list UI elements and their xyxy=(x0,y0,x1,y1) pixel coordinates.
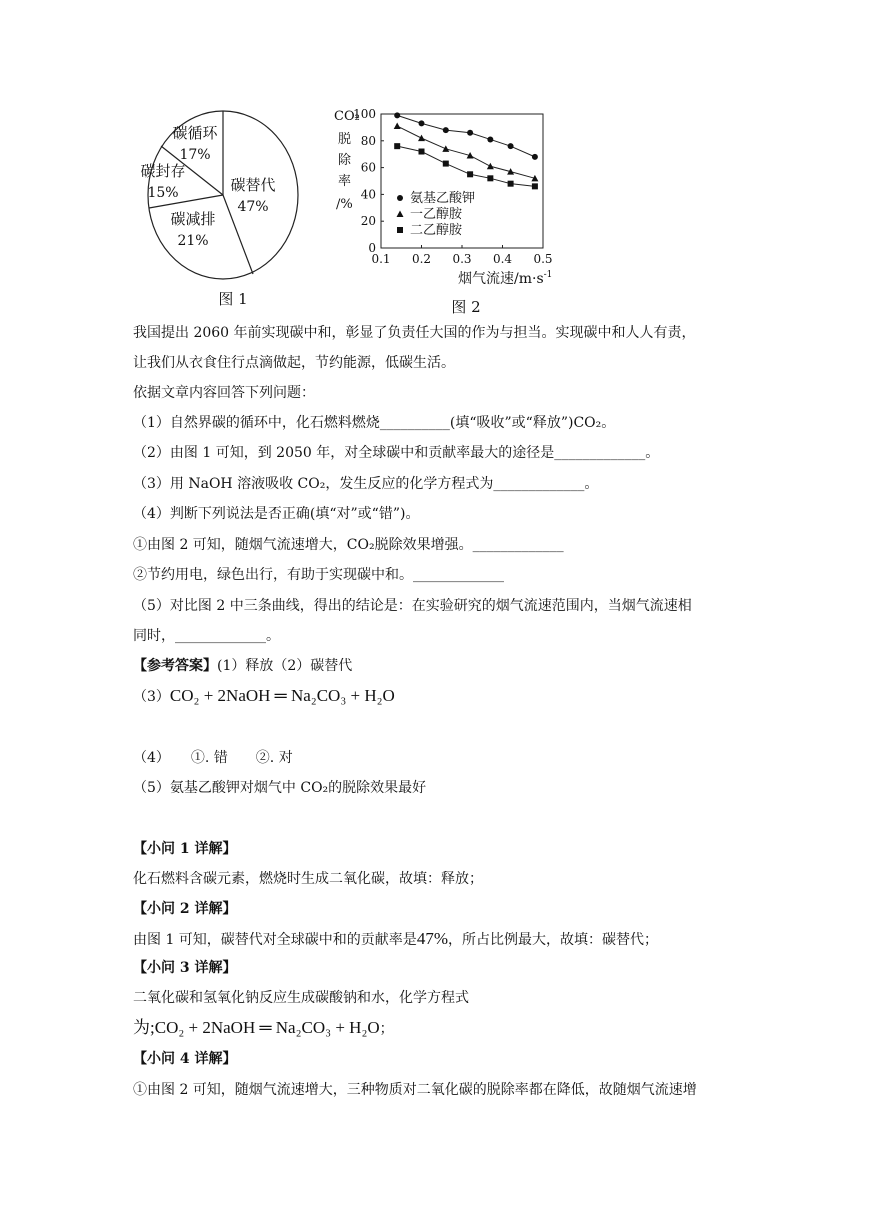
y-tick-label: 100 xyxy=(353,107,376,121)
slice-label-name-1: 碳减排 xyxy=(170,210,216,228)
subquestion-4-body: ①由图 2 可知，随烟气流速增大，三种物质对二氧化碳的脱除率都在降低，故随烟气流速增 xyxy=(133,1082,697,1098)
subquestion-2-body xyxy=(133,928,743,951)
y-tick-label: 0 xyxy=(368,241,376,255)
data-point-square xyxy=(419,149,425,155)
data-point-square xyxy=(487,175,493,181)
data-point-circle xyxy=(397,195,403,201)
answer-4: （4） ①. 错 ②. 对 xyxy=(133,750,293,766)
subquestion-2-text-a: 由图 1 可知，碳替代对全球碳中和的贡献率是 xyxy=(133,932,417,948)
series-line xyxy=(397,126,535,178)
question-3: （3）用 NaOH 溶液吸收 CO₂，发生反应的化学方程式为_____________。 xyxy=(133,476,599,492)
subquestion-2-percent: 47% xyxy=(416,929,448,948)
data-point-circle xyxy=(394,112,400,118)
x-tick-label: 0.2 xyxy=(411,252,432,266)
line-chart xyxy=(316,104,561,322)
subquestion-3-eq-suffix: ； xyxy=(379,1021,394,1037)
question-4a: ①由图 2 可知，随烟气流速增大，CO₂脱除效果增强。_____________ xyxy=(133,537,564,553)
subquestion-1-body: 化石燃料含碳元素，燃烧时生成二氧化碳，故填：释放； xyxy=(133,871,483,887)
data-point-triangle xyxy=(418,135,425,142)
x-axis-label-text: 烟气流速/m·s xyxy=(458,271,544,287)
question-4: （4）判断下列说法是否正确(填“对”或“错”)。 xyxy=(133,506,420,522)
y-axis-label-line-1: 脱 xyxy=(338,132,352,147)
pie-chart xyxy=(133,108,313,313)
y-tick-label: 60 xyxy=(360,160,376,175)
figure-2 xyxy=(316,104,561,322)
question-5-line-2: 同时，_____________。 xyxy=(133,628,280,644)
slice-label-name-3: 碳循环 xyxy=(172,124,218,142)
data-point-square xyxy=(394,143,400,149)
data-point-square xyxy=(397,227,403,233)
legend-label: 二乙醇胺 xyxy=(410,223,463,238)
slice-label-percent-1: 21% xyxy=(177,233,209,249)
answer-1-2: (1）释放（2）碳替代 xyxy=(217,658,353,674)
answer-5: （5）氨基乙酸钾对烟气中 CO₂的脱除效果最好 xyxy=(133,780,427,796)
data-point-square xyxy=(508,181,514,187)
legend-label: 氨基乙酸钾 xyxy=(410,191,476,206)
y-axis-label-line-4: /% xyxy=(336,197,353,212)
question-1: （1）自然界碳的循环中，化石燃料燃烧__________(填“吸收”或“释放”)CO₂。 xyxy=(133,415,616,431)
y-tick-label: 20 xyxy=(360,214,376,229)
slice-label-percent-0: 47% xyxy=(237,199,269,215)
series-line xyxy=(397,146,535,186)
data-point-triangle xyxy=(442,145,449,152)
slice-label-percent-2: 15% xyxy=(147,185,179,201)
question-2: （2）由图 1 可知，到 2050 年，对全球碳中和贡献率最大的途径是_____________。 xyxy=(133,445,660,461)
subquestion-3-eq: CO₂ + 2NaOH ═ Na₂CO₃ + H₂O xyxy=(154,1018,380,1037)
data-point-triangle xyxy=(394,123,401,130)
subquestion-2-text-b: ，所占比例最大，故填：碳替代； xyxy=(447,932,658,948)
x-tick-label: 0.4 xyxy=(492,252,513,266)
answer-heading: 【参考答案】 xyxy=(133,658,217,674)
x-tick-label: 0.1 xyxy=(371,252,391,266)
x-axis-label-sup: -1 xyxy=(543,270,553,280)
legend-label: 一乙醇胺 xyxy=(410,207,463,222)
data-point-triangle xyxy=(487,163,494,170)
figure-1 xyxy=(133,108,313,313)
data-point-square xyxy=(532,183,538,189)
figure-2-caption: 图 2 xyxy=(451,298,481,316)
answer-3-prefix: （3） xyxy=(133,689,170,705)
data-point-circle xyxy=(443,127,449,133)
question-prompt: 依据文章内容回答下列问题： xyxy=(133,385,315,401)
data-point-triangle xyxy=(397,211,404,218)
subquestion-3-heading: 【小问 3 详解】 xyxy=(133,960,237,976)
answer-3 xyxy=(133,684,743,709)
x-tick-label: 0.3 xyxy=(452,252,472,266)
y-axis-label-line-3: 率 xyxy=(338,174,352,189)
y-axis-label-line-0: CO₂ xyxy=(334,109,360,124)
data-point-circle xyxy=(419,120,425,126)
y-tick-label: 40 xyxy=(360,187,376,202)
slice-label-name-2: 碳封存 xyxy=(140,162,186,180)
slice-label-percent-3: 17% xyxy=(179,147,211,163)
subquestion-2-heading: 【小问 2 详解】 xyxy=(133,901,237,917)
subquestion-1-heading: 【小问 1 详解】 xyxy=(133,841,237,857)
subquestion-3-eq-prefix: 为; xyxy=(133,1018,155,1037)
subquestion-4-heading: 【小问 4 详解】 xyxy=(133,1051,237,1067)
subquestion-3-equation xyxy=(133,1016,743,1041)
question-5-line-1: （5）对比图 2 中三条曲线，得出的结论是：在实验研究的烟气流速范围内，当烟气流速相 xyxy=(133,598,692,614)
data-point-circle xyxy=(487,136,493,142)
x-tick-label: 0.5 xyxy=(533,252,553,266)
reference-answer xyxy=(133,656,743,676)
x-axis-label xyxy=(458,270,552,287)
y-tick-label: 80 xyxy=(360,133,376,148)
intro-line-1: 我国提出 2060 年前实现碳中和，彰显了负责任大国的作为与担当。实现碳中和人人有责， xyxy=(133,325,696,341)
intro-line-2: 让我们从衣食住行点滴做起，节约能源，低碳生活。 xyxy=(133,355,455,371)
answer-3-equation: CO₂ + 2NaOH ═ Na₂CO₃ + H₂O xyxy=(169,686,395,705)
question-4b: ②节约用电，绿色出行，有助于实现碳中和。_____________ xyxy=(133,567,504,583)
y-axis-label-line-2: 除 xyxy=(338,153,352,168)
data-point-square xyxy=(467,171,473,177)
data-point-circle xyxy=(532,154,538,160)
data-point-square xyxy=(443,161,449,167)
data-point-circle xyxy=(467,130,473,136)
figure-1-caption: 图 1 xyxy=(218,290,248,308)
data-point-circle xyxy=(508,143,514,149)
slice-label-name-0: 碳替代 xyxy=(230,176,276,194)
subquestion-3-body: 二氧化碳和氢氧化钠反应生成碳酸钠和水，化学方程式 xyxy=(133,990,469,1006)
